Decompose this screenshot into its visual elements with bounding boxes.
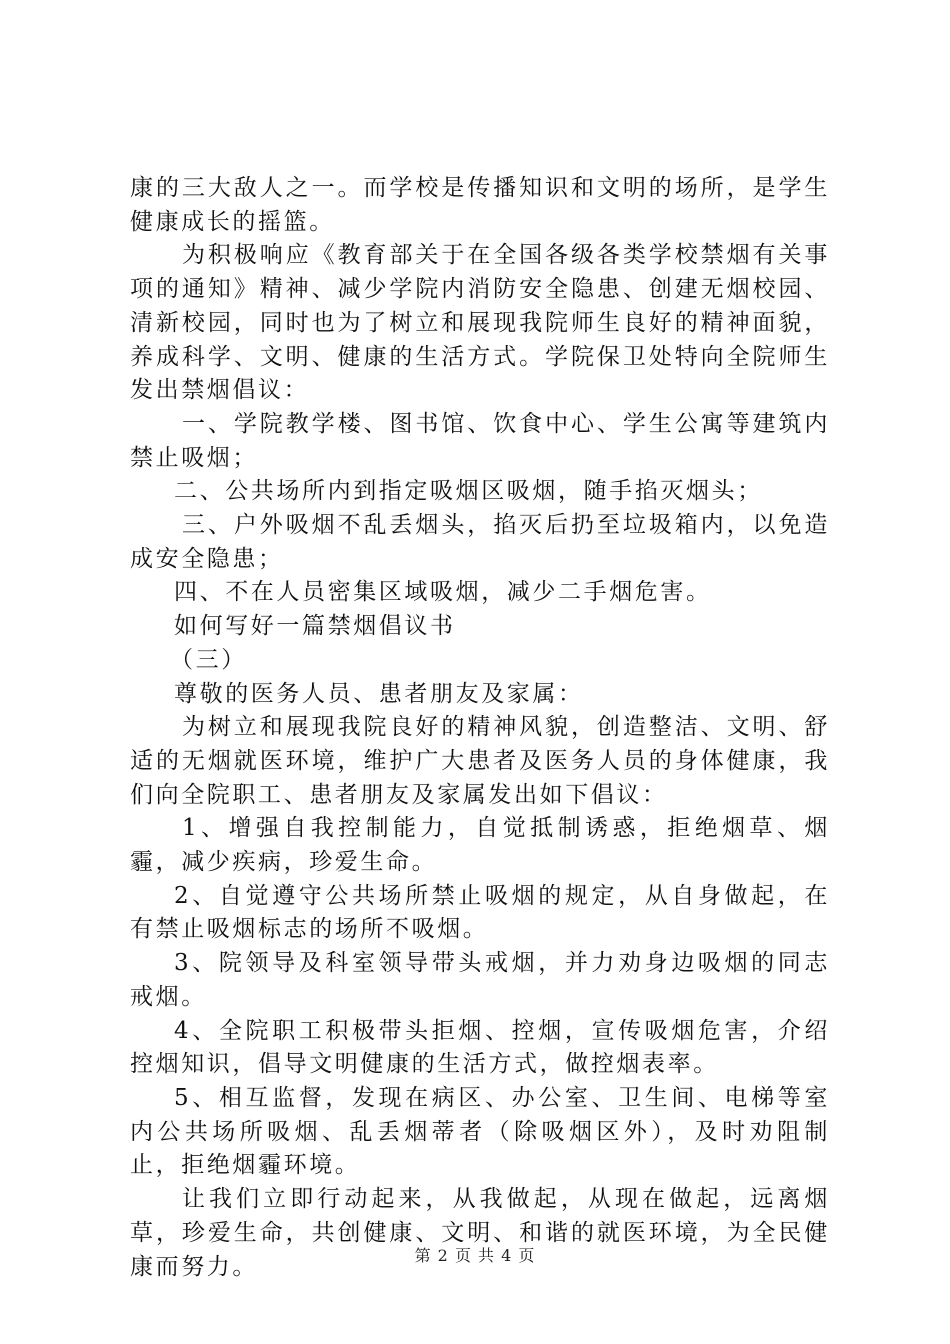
paragraph-hospital-intro: 为树立和展现我院良好的精神风貌，创造整洁、文明、舒适的无烟就医环境，维护广大患者及医务人员的身体健康，我们向全院职工、患者朋友及家属发出如下倡议： [130, 714, 830, 808]
section-heading: 如何写好一篇禁烟倡议书 [174, 613, 456, 640]
list-item-proposal-2: 2、自觉遵守公共场所禁止吸烟的规定，从自身做起，在有禁止吸烟标志的场所不吸烟。 [130, 882, 830, 943]
paragraph-continuation: 康的三大敌人之一。而学校是传播知识和文明的场所，是学生健康成长的摇篮。 [130, 175, 830, 235]
section-number: （三） [170, 646, 247, 673]
paragraph-closing: 让我们立即行动起来，从我做起，从现在做起，远离烟草，珍爱生命，共创健康、文明、和谐的就医环境，为全民健康而努力。 [130, 1186, 830, 1280]
salutation: 尊敬的医务人员、患者朋友及家属： [174, 680, 584, 707]
list-item-proposal-3: 3、院领导及科室领导带头戒烟，并力劝身边吸烟的同志戒烟。 [130, 950, 830, 1010]
list-item-rule-4: 四、不在人员密集区域吸烟，减少二手烟危害。 [174, 579, 712, 606]
list-item-proposal-5: 5、相互监督，发现在病区、办公室、卫生间、电梯等室内公共场所吸烟、乱丢烟蒂者（除吸烟区外），及时劝阻制止，拒绝烟霾环境。 [130, 1084, 830, 1179]
list-item-rule-1: 一、学院教学楼、图书馆、饮食中心、学生公寓等建筑内禁止吸烟； [130, 410, 830, 471]
list-item-proposal-4: 4、全院职工积极带头拒烟、控烟，宣传吸烟危害，介绍控烟知识，倡导文明健康的生活方式，做控烟表率。 [130, 1017, 830, 1078]
list-item-rule-2: 二、公共场所内到指定吸烟区吸烟，随手掐灭烟头； [174, 478, 763, 505]
list-item-rule-3: 三、户外吸烟不乱丢烟头，掐灭后扔至垃圾箱内，以免造成安全隐患； [130, 512, 830, 572]
list-item-proposal-1: 1、增强自我控制能力，自觉抵制诱惑，拒绝烟草、烟霾，减少疾病，珍爱生命。 [130, 815, 830, 876]
document-body [130, 172, 830, 1284]
page-number-footer: 第 2 页 共 4 页 [414, 1246, 536, 1265]
paragraph-initiative-intro: 为积极响应《教育部关于在全国各级各类学校禁烟有关事项的通知》精神、减少学院内消防安全隐患、创建无烟校园、清新校园，同时也为了树立和展现我院师生良好的精神面貌，养成科学、文明、健康的生活方式。学院保卫处特向全院师生发出禁烟倡议： [130, 242, 830, 404]
